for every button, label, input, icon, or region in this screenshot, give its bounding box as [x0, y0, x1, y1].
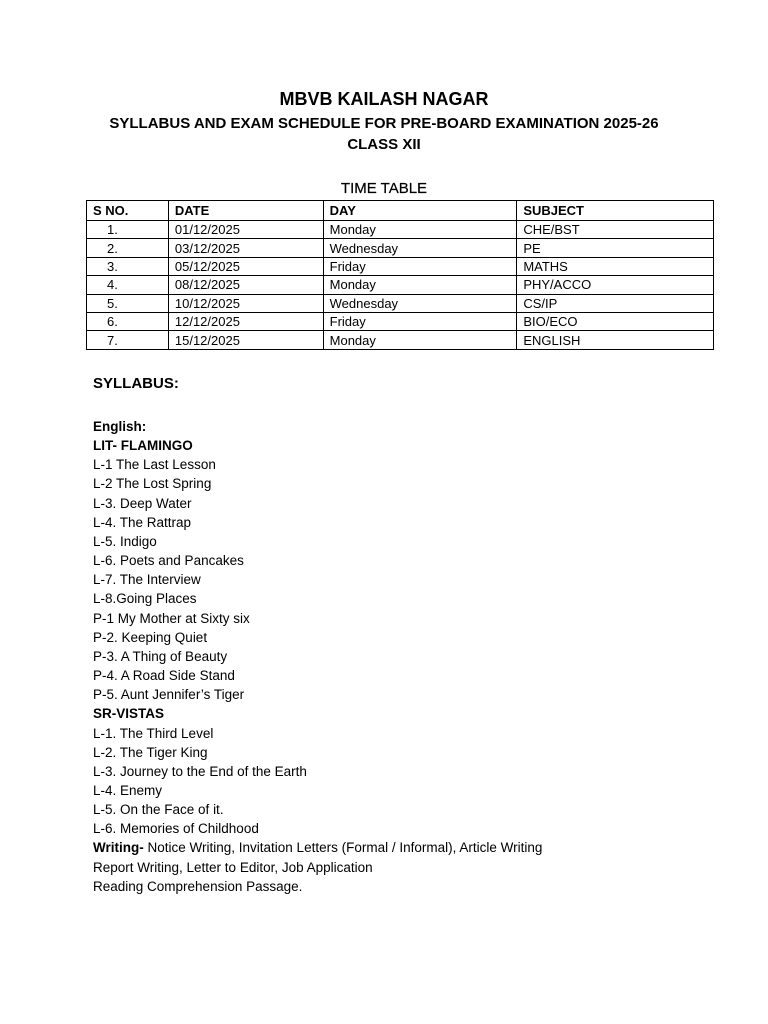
timetable: [86, 200, 714, 350]
cell-sno: 5.: [87, 294, 169, 312]
cell-subject: ENGLISH: [517, 331, 714, 349]
list-item: P-3. A Thing of Beauty: [93, 648, 228, 664]
list-item: P-4. A Road Side Stand: [93, 668, 235, 684]
writing-topics: Notice Writing, Invitation Letters (Formal / Informal), Article Writing: [143, 840, 543, 856]
table-row: [87, 331, 714, 349]
subject-heading: English:: [93, 419, 147, 434]
syllabus-heading: SYLLABUS:: [93, 375, 179, 392]
list-item: P-2. Keeping Quiet: [93, 629, 208, 645]
cell-day: Monday: [323, 331, 517, 349]
list-item: P-1 My Mother at Sixty six: [93, 610, 250, 626]
exam-title: SYLLABUS AND EXAM SCHEDULE FOR PRE-BOARD EXAMINATION 2025-26: [109, 115, 659, 132]
cell-date: 08/12/2025: [168, 276, 323, 294]
list-item: L-5. On the Face of it.: [93, 802, 224, 818]
header-subject: SUBJECT: [517, 201, 714, 221]
cell-subject: PHY/ACCO: [517, 276, 714, 294]
syllabus-list: [93, 417, 713, 896]
table-row: [87, 312, 714, 330]
writing-line: [93, 838, 713, 857]
cell-day: Monday: [323, 276, 517, 294]
table-row: [87, 257, 714, 275]
list-item: L-1. The Third Level: [93, 725, 214, 741]
cell-date: 12/12/2025: [168, 312, 323, 330]
timetable-title: TIME TABLE: [340, 180, 428, 197]
cell-sno: 6.: [87, 312, 169, 330]
cell-sno: 7.: [87, 331, 169, 349]
list-item: L-2 The Lost Spring: [93, 476, 212, 492]
cell-day: Friday: [323, 257, 517, 275]
header-day: DAY: [323, 201, 517, 221]
cell-date: 05/12/2025: [168, 257, 323, 275]
list-item: L-1 The Last Lesson: [93, 457, 216, 473]
table-row: [87, 294, 714, 312]
writing-line-2: Report Writing, Letter to Editor, Job Application: [93, 859, 373, 875]
cell-day: Wednesday: [323, 294, 517, 312]
list-item: L-6. Poets and Pancakes: [93, 553, 244, 569]
cell-sno: 2.: [87, 239, 169, 257]
cell-subject: CHE/BST: [517, 221, 714, 239]
list-item: L-7. The Interview: [93, 572, 201, 588]
cell-date: 01/12/2025: [168, 221, 323, 239]
cell-date: 03/12/2025: [168, 239, 323, 257]
list-item: L-3. Journey to the End of the Earth: [93, 763, 307, 779]
list-item: L-6. Memories of Childhood: [93, 821, 259, 837]
list-item: L-3. Deep Water: [93, 495, 192, 511]
table-row: [87, 239, 714, 257]
list-item: L-8.Going Places: [93, 591, 197, 607]
sr-section-heading: SR-VISTAS: [93, 706, 165, 722]
cell-subject: MATHS: [517, 257, 714, 275]
cell-date: 15/12/2025: [168, 331, 323, 349]
cell-sno: 3.: [87, 257, 169, 275]
header-date: DATE: [168, 201, 323, 221]
list-item: L-4. Enemy: [93, 782, 163, 798]
cell-sno: 1.: [87, 221, 169, 239]
cell-subject: PE: [517, 239, 714, 257]
list-item: P-5. Aunt Jennifer’s Tiger: [93, 687, 245, 703]
cell-subject: CS/IP: [517, 294, 714, 312]
cell-sno: 4.: [87, 276, 169, 294]
class-name: CLASS XII: [347, 136, 421, 153]
list-item: L-5. Indigo: [93, 533, 157, 549]
table-header-row: [87, 201, 714, 221]
header-sno: S NO.: [87, 201, 169, 221]
list-item: L-4. The Rattrap: [93, 514, 192, 530]
cell-day: Wednesday: [323, 239, 517, 257]
cell-date: 10/12/2025: [168, 294, 323, 312]
lit-section-heading: LIT- FLAMINGO: [93, 438, 193, 454]
cell-day: Monday: [323, 221, 517, 239]
cell-subject: BIO/ECO: [517, 312, 714, 330]
school-name: MBVB KAILASH NAGAR: [279, 89, 489, 109]
writing-label: Writing-: [93, 840, 144, 856]
table-row: [87, 221, 714, 239]
table-row: [87, 276, 714, 294]
reading-line: Reading Comprehension Passage.: [93, 878, 303, 894]
cell-day: Friday: [323, 312, 517, 330]
list-item: L-2. The Tiger King: [93, 744, 208, 760]
